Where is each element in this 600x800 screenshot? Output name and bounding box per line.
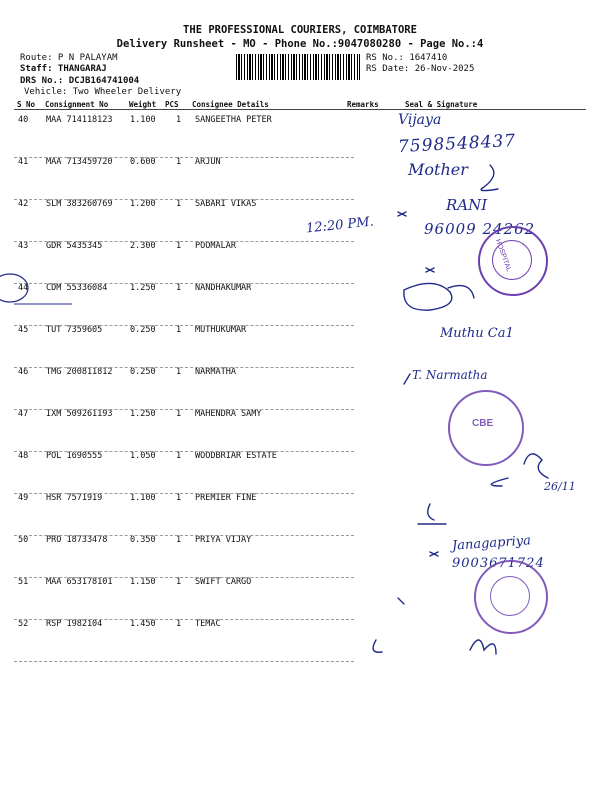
row-pcs: 1 bbox=[176, 325, 182, 335]
tick-mark bbox=[491, 478, 508, 486]
row-consignee: WOODBRIAR ESTATE bbox=[195, 451, 277, 461]
drs-label: DRS No.: DCJB164741004 bbox=[20, 76, 140, 86]
row-weight: 2.300 bbox=[130, 241, 156, 251]
handwritten-signature-row41: Mother bbox=[408, 160, 468, 179]
rs-number: RS No.: 1647410 bbox=[366, 53, 448, 63]
row-consignment: TMG 200811812 bbox=[46, 367, 113, 377]
handwritten-name-row40: Vijaya bbox=[398, 112, 442, 128]
handwritten-name-row42: RANI bbox=[446, 196, 488, 214]
handwritten-signature-row45: Muthu Ca1 bbox=[440, 326, 514, 341]
row-pcs: 1 bbox=[176, 367, 182, 377]
row-weight: 1.150 bbox=[130, 577, 156, 587]
row-consignment: TUT 7359605 bbox=[46, 325, 103, 335]
row-pcs: 1 bbox=[176, 241, 182, 251]
row-consignment: MAA 714118123 bbox=[46, 115, 113, 125]
company-stamp bbox=[474, 560, 548, 634]
row-weight: 1.050 bbox=[130, 451, 156, 461]
handwritten-phone-row40: 7598548437 bbox=[397, 130, 517, 158]
company-title: THE PROFESSIONAL COURIERS, COIMBATORE bbox=[183, 24, 417, 36]
row-sno: 47 bbox=[18, 409, 29, 419]
col-sno: S No bbox=[17, 100, 36, 109]
signature-flourish bbox=[481, 165, 498, 191]
handwritten-name-row50: Janagapriya bbox=[451, 533, 532, 554]
signature-flourish bbox=[524, 454, 548, 478]
handwritten-time-row42: 12:20 PM. bbox=[305, 214, 375, 237]
col-weight: Weight bbox=[129, 100, 157, 109]
tick-mark bbox=[398, 212, 406, 216]
row-weight: 1.450 bbox=[130, 619, 156, 629]
row-consignment: IXM 509261193 bbox=[46, 409, 113, 419]
row-consignment: SLM 383260769 bbox=[46, 199, 113, 209]
route-label: Route: P N PALAYAM bbox=[20, 53, 118, 63]
row-weight: 1.250 bbox=[130, 283, 156, 293]
col-remarks: Remarks bbox=[347, 100, 379, 109]
stamp-inner-ring bbox=[490, 576, 530, 616]
row-consignee: TEMAC bbox=[195, 619, 221, 629]
row-consignee: PREMIER FINE bbox=[195, 493, 257, 503]
row-sno: 41 bbox=[18, 157, 29, 167]
tick-mark bbox=[373, 640, 382, 652]
row-consignee: SWIFT CARGO bbox=[195, 577, 252, 587]
row-consignee: PRIYA VIJAY bbox=[195, 535, 252, 545]
row-consignment: GDR 5435345 bbox=[46, 241, 103, 251]
stamp-text: CBE bbox=[472, 418, 494, 429]
row-weight: 1.200 bbox=[130, 199, 156, 209]
row-pcs: 1 bbox=[176, 535, 182, 545]
rs-date: RS Date: 26-Nov-2025 bbox=[366, 64, 475, 74]
row-sno: 52 bbox=[18, 619, 29, 629]
row-pcs: 1 bbox=[176, 157, 182, 167]
row-weight: 0.600 bbox=[130, 157, 156, 167]
row-sno: 50 bbox=[18, 535, 29, 545]
row-pcs: 1 bbox=[176, 283, 182, 293]
row44-circle-mark bbox=[0, 274, 28, 302]
tick-mark bbox=[404, 374, 410, 384]
runsheet-subtitle: Delivery Runsheet - MO - Phone No.:9047080280 - Page No.:4 bbox=[116, 38, 484, 50]
hospital-stamp bbox=[478, 226, 548, 296]
row-sno: 49 bbox=[18, 493, 29, 503]
tick-mark bbox=[430, 552, 438, 556]
row-sno: 44 bbox=[18, 283, 29, 293]
handwritten-signature-row46: T. Narmatha bbox=[412, 368, 488, 382]
row-consignee: POOMALAR bbox=[195, 241, 236, 251]
tick-mark bbox=[426, 268, 434, 272]
row-consignment: POL 1690555 bbox=[46, 451, 103, 461]
row-consignee: SABARI VIKAS bbox=[195, 199, 257, 209]
row-sno: 46 bbox=[18, 367, 29, 377]
row-consignee: NANDHAKUMAR bbox=[195, 283, 252, 293]
staff-label: Staff: THANGARAJ bbox=[20, 64, 107, 74]
row-consignment: RSP 1982104 bbox=[46, 619, 103, 629]
row-weight: 1.250 bbox=[130, 409, 156, 419]
vehicle-label: Vehicle: Two Wheeler Delivery bbox=[24, 87, 182, 97]
handwritten-phone-row42: 96009 24262 bbox=[424, 220, 536, 238]
row-pcs: 1 bbox=[176, 199, 182, 209]
signature-loop bbox=[404, 283, 452, 310]
row-pcs: 1 bbox=[176, 577, 182, 587]
handwritten-phone-row50: 9003671724 bbox=[452, 556, 545, 571]
row-sno: 40 bbox=[18, 115, 29, 125]
signature-flourish bbox=[470, 640, 496, 654]
row-sno: 43 bbox=[18, 241, 29, 251]
row-sno: 42 bbox=[18, 199, 29, 209]
row-weight: 1.100 bbox=[130, 493, 156, 503]
cbe-stamp bbox=[448, 390, 524, 466]
row-weight: 1.100 bbox=[130, 115, 156, 125]
row-pcs: 1 bbox=[176, 409, 182, 419]
row-consignee: SANGEETHA PETER bbox=[195, 115, 272, 125]
row-pcs: 1 bbox=[176, 493, 182, 503]
col-consignee: Consignee Details bbox=[192, 100, 269, 109]
row-consignment: HSR 7571919 bbox=[46, 493, 103, 503]
row-sno: 48 bbox=[18, 451, 29, 461]
handwritten-date-row48: 26/11 bbox=[544, 480, 576, 493]
row-consignee: NARMATHA bbox=[195, 367, 236, 377]
row-sno: 51 bbox=[18, 577, 29, 587]
signature-stroke bbox=[418, 504, 446, 524]
row-weight: 0.250 bbox=[130, 325, 156, 335]
row-consignment: CDM 55336084 bbox=[46, 283, 108, 293]
row-pcs: 1 bbox=[176, 619, 182, 629]
row-consignee: MUTHUKUMAR bbox=[195, 325, 247, 335]
row-consignment: PRO 18733478 bbox=[46, 535, 108, 545]
row-consignment: MAA 713459720 bbox=[46, 157, 113, 167]
row-sno: 45 bbox=[18, 325, 29, 335]
col-consignment: Consignment No bbox=[45, 100, 109, 109]
row-consignment: MAA 653178101 bbox=[46, 577, 113, 587]
row-consignee: ARJUN bbox=[195, 157, 221, 167]
row-pcs: 1 bbox=[176, 115, 182, 125]
row-consignee: MAHENDRA SAMY bbox=[195, 409, 262, 419]
tick-mark bbox=[398, 598, 404, 604]
row-pcs: 1 bbox=[176, 451, 182, 461]
col-pcs: PCS bbox=[165, 100, 179, 109]
stamp-text: HOSPITAL bbox=[493, 238, 513, 273]
row-weight: 0.250 bbox=[130, 367, 156, 377]
col-seal: Seal & Signature bbox=[405, 100, 478, 109]
row-weight: 0.350 bbox=[130, 535, 156, 545]
